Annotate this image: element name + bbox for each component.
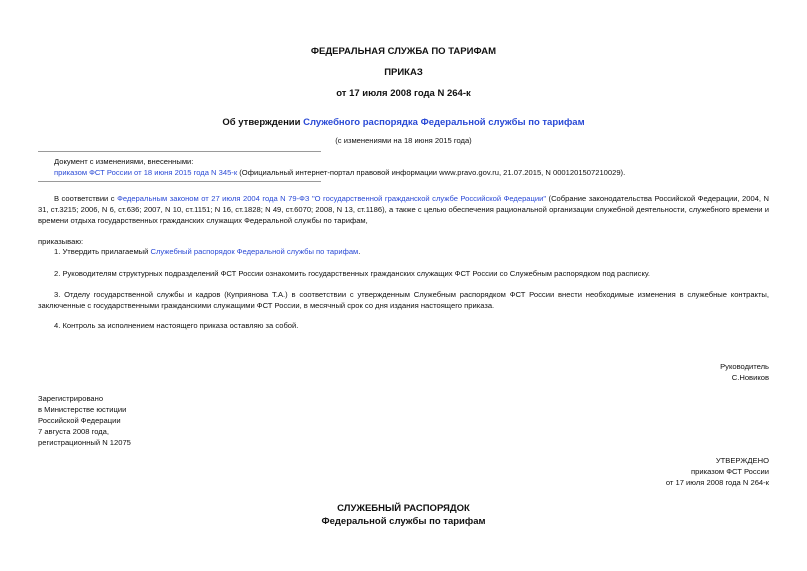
- approved-line-1: УТВЕРЖДЕНО: [715, 456, 769, 465]
- order-title: [0, 117, 807, 128]
- item-1-suffix: .: [358, 247, 361, 256]
- registration-line-5: регистрационный N 12075: [38, 438, 131, 447]
- changes-label: Документ с изменениями, внесенными:: [54, 157, 194, 166]
- item-1: [54, 246, 769, 257]
- amendment-note: (с изменениями на 18 июня 2015 года): [335, 136, 472, 145]
- item-1-prefix: 1. Утвердить прилагаемый: [54, 247, 151, 256]
- preamble-start: В соответствии с: [54, 194, 118, 203]
- preamble-rest: (Собрание законодательства Российской Федерации, 2004, N 31, ст.3215; 2006, N 6, ст.636; 2007, N 10, ст.1151; N 16, ст.1828; N 49, ст.6070; 2008, N 13, ст.1186), а также с целью обеспечения рациональной организации служебной деятельности, служебного времени и времени отдыха государственных гражданских служащих Федеральной службы по тарифам,: [38, 194, 770, 225]
- item-4: 4. Контроль за исполнением настоящего приказа оставляю за собой.: [54, 321, 299, 330]
- order-title-prefix: Об утверждении: [222, 117, 304, 128]
- changes-tail: (Официальный интернет-портал правовой информации www.pravo.gov.ru, 21.07.2015, N 0001201507210029).: [237, 168, 626, 177]
- order-title-link[interactable]: Служебного распорядка Федеральной службы по тарифам: [303, 117, 585, 128]
- order-word: приказываю:: [38, 237, 84, 246]
- approved-line-2: приказом ФСТ России: [691, 467, 769, 476]
- schedule-subtitle: Федеральной службы по тарифам: [321, 516, 486, 527]
- doc-type-heading: ПРИКАЗ: [384, 67, 423, 78]
- changes-bottom-divider: [38, 181, 321, 182]
- signature-name: С.Новиков: [731, 373, 769, 382]
- changes-top-divider: [38, 151, 321, 152]
- approved-line-3: от 17 июля 2008 года N 264-к: [665, 478, 769, 487]
- federal-law-link[interactable]: Федеральным законом от 27 июля 2004 года N 79-ФЗ "О государственной гражданской службе Российской Федерации": [117, 194, 547, 203]
- changes-line: [54, 167, 774, 178]
- signature-role: Руководитель: [720, 362, 769, 371]
- preamble-paragraph: [38, 193, 769, 226]
- item-3: 3. Отделу государственной службы и кадров (Куприянова Т.А.) в соответствии с утвержденным Служебным распорядком ФСТ России внести необходимые изменения в служебные контракты, заключенные с государственными гражданскими служащими ФСТ России, в месячный срок со дня издания настоящего приказа.: [38, 290, 769, 310]
- agency-heading: ФЕДЕРАЛЬНАЯ СЛУЖБА ПО ТАРИФАМ: [310, 46, 497, 57]
- schedule-title: СЛУЖЕБНЫЙ РАСПОРЯДОК: [337, 503, 470, 514]
- registration-line-1: Зарегистрировано: [38, 394, 104, 403]
- service-schedule-link[interactable]: Служебный распорядок Федеральной службы по тарифам: [150, 247, 359, 256]
- registration-line-2: в Министерстве юстиции: [38, 405, 127, 414]
- registration-line-3: Российской Федерации: [38, 416, 121, 425]
- changes-link[interactable]: приказом ФСТ России от 18 июня 2015 года N 345-к: [54, 168, 238, 177]
- order-date-number: от 17 июля 2008 года N 264-к: [336, 88, 471, 99]
- registration-line-4: 7 августа 2008 года,: [38, 427, 110, 436]
- item-2: 2. Руководителям структурных подразделений ФСТ России ознакомить государственных гражданских служащих ФСТ России со Служебным распорядком под расписку.: [54, 269, 651, 278]
